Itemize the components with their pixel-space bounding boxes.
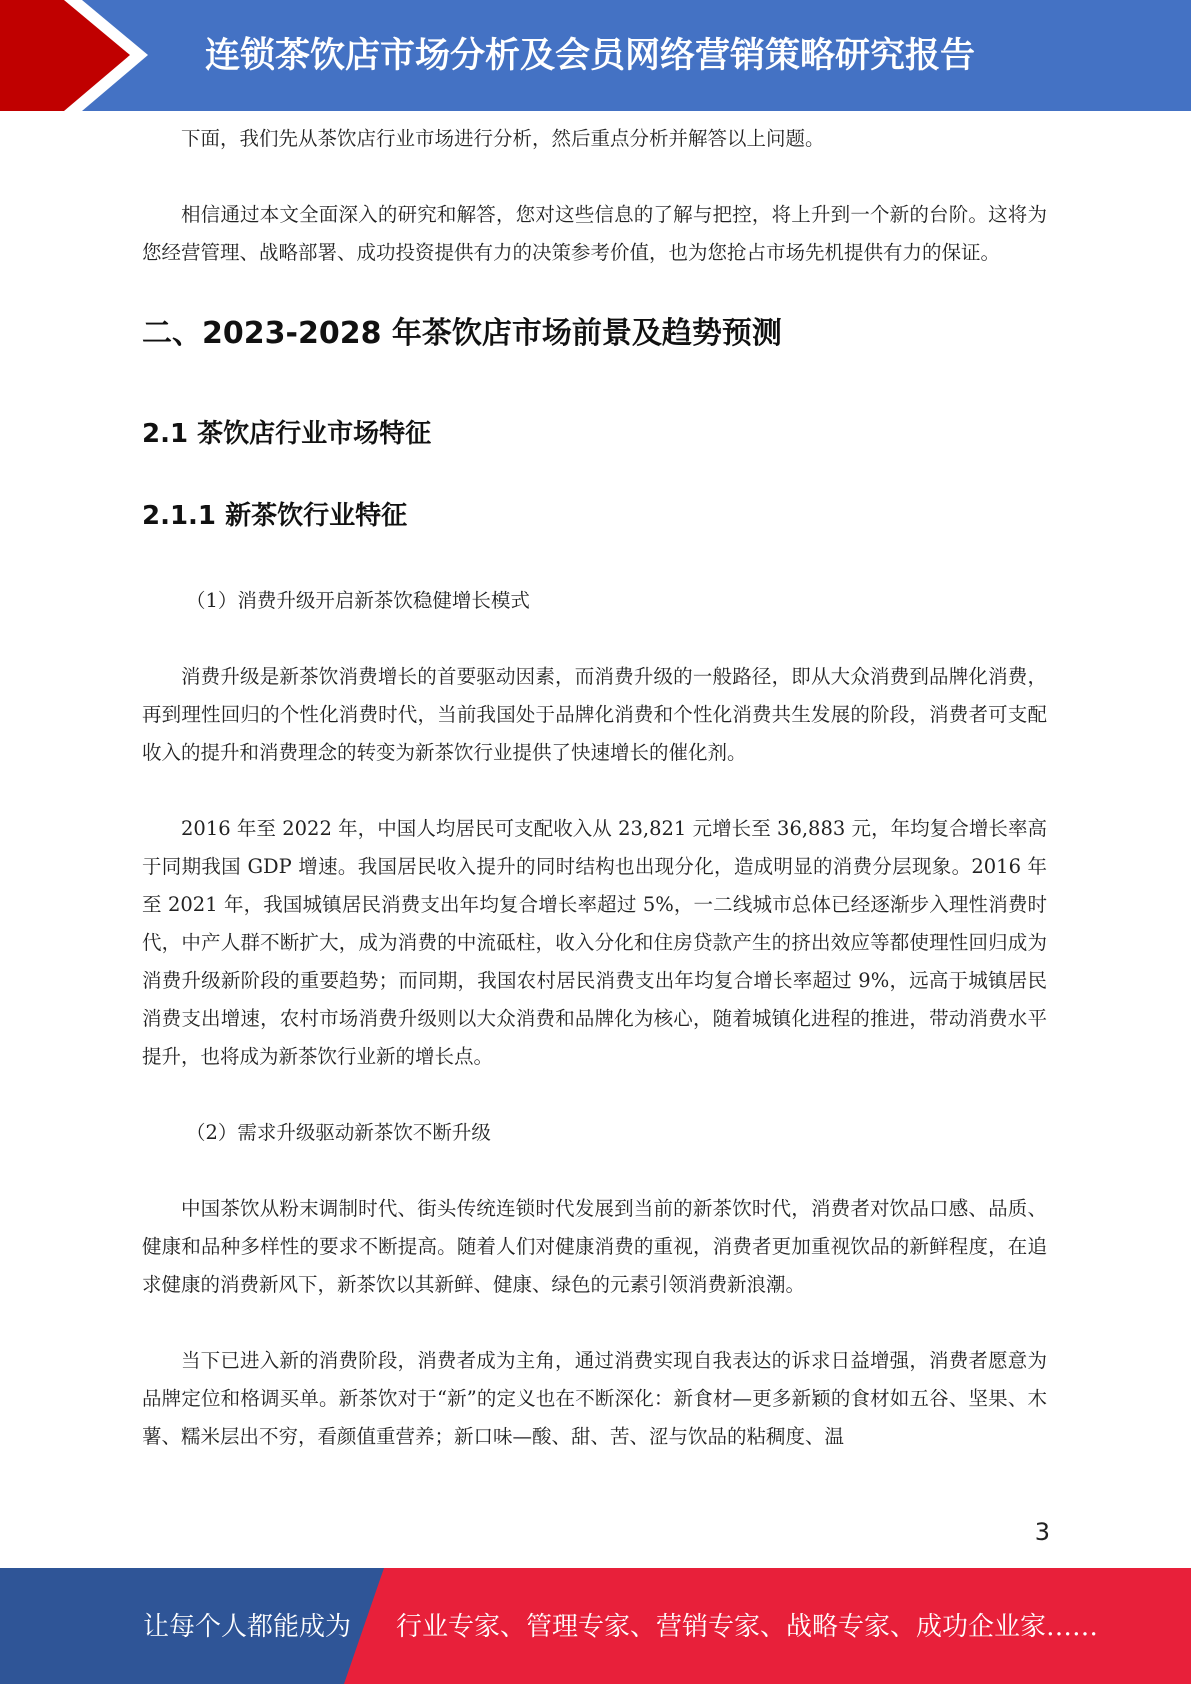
subsection-heading: 2.1 茶饮店行业市场特征 <box>142 419 432 449</box>
footer-slogan-left: 让每个人都能成为 <box>143 1612 352 1642</box>
paragraph-consumption-upgrade: 消费升级是新茶饮消费增长的首要驱动因素，而消费升级的一般路径，即从大众消费到品牌化消费，再到理性回归的个性化消费时代，当前我国处于品牌化消费和个性化消费共生发展的阶段，消费者可支配收入的提升和消费理念的转变为新茶饮行业提供了快速增长的催化剂。 <box>142 665 1047 764</box>
page-header <box>0 0 1191 111</box>
document-body <box>142 120 1047 1456</box>
paragraph-intro: 下面，我们先从茶饮店行业市场进行分析，然后重点分析并解答以上问题。 <box>181 127 825 150</box>
section-heading: 二、2023-2028 年茶饮店市场前景及趋势预测 <box>142 316 782 351</box>
header-title: 连锁茶饮店市场分析及会员网络营销策略研究报告 <box>205 36 976 76</box>
subsubsection-heading: 2.1.1 新茶饮行业特征 <box>142 501 408 531</box>
page-footer <box>0 1568 1191 1684</box>
paragraph-new-stage: 当下已进入新的消费阶段，消费者成为主角，通过消费实现自我表达的诉求日益增强，消费者愿意为品牌定位和格调买单。新茶饮对于“新”的定义也在不断深化：新食材—更多新颖的食材如五谷、坚果、木薯、糯米层出不穷，看颜值重营养；新口味—酸、甜、苦、涩与饮品的粘稠度、温 <box>142 1349 1047 1448</box>
page-number: 3 <box>1034 1518 1050 1546</box>
paragraph-value: 相信通过本文全面深入的研究和解答，您对这些信息的了解与把控，将上升到一个新的台阶。这将为您经营管理、战略部署、成功投资提供有力的决策参考价值，也为您抢占市场先机提供有力的保证。 <box>142 203 1047 264</box>
footer-slogan-right: 行业专家、管理专家、营销专家、战略专家、成功企业家…… <box>396 1612 1099 1642</box>
paragraph-demand-upgrade: 中国茶饮从粉末调制时代、街头传统连锁时代发展到当前的新茶饮时代，消费者对饮品口感、品质、健康和品种多样性的要求不断提高。随着人们对健康消费的重视，消费者更加重视饮品的新鲜程度，在追求健康的消费新风下，新茶饮以其新鲜、健康、绿色的元素引领消费新浪潮。 <box>142 1197 1047 1296</box>
sub-heading-2: （2）需求升级驱动新茶饮不断升级 <box>186 1121 491 1144</box>
paragraph-income-data: 2016 年至 2022 年，中国人均居民可支配收入从 23,821 元增长至 36,883 元，年均复合增长率高于同期我国 GDP 增速。我国居民收入提升的同时结构也出现分化，造成明显的消费分层现象。2016 年至 2021 年，我国城镇居民消费支出年均复合增长率超过 5%，一二线城市总体已经逐渐步入理性消费时代，中产人群不断扩大，成为消费的中流砥柱，收入分化和住房贷款产生的挤出效应等都使理性回归成为消费升级新阶段的重要趋势；而同期，我国农村居民消费支出年均复合增长率超过 9%，远高于城镇居民消费支出增速，农村市场消费升级则以大众消费和品牌化为核心，随着城镇化进程的推进，带动消费水平提升，也将成为新茶饮行业新的增长点。 <box>142 817 1047 1068</box>
sub-heading-1: （1）消费升级开启新茶饮稳健增长模式 <box>186 589 530 612</box>
